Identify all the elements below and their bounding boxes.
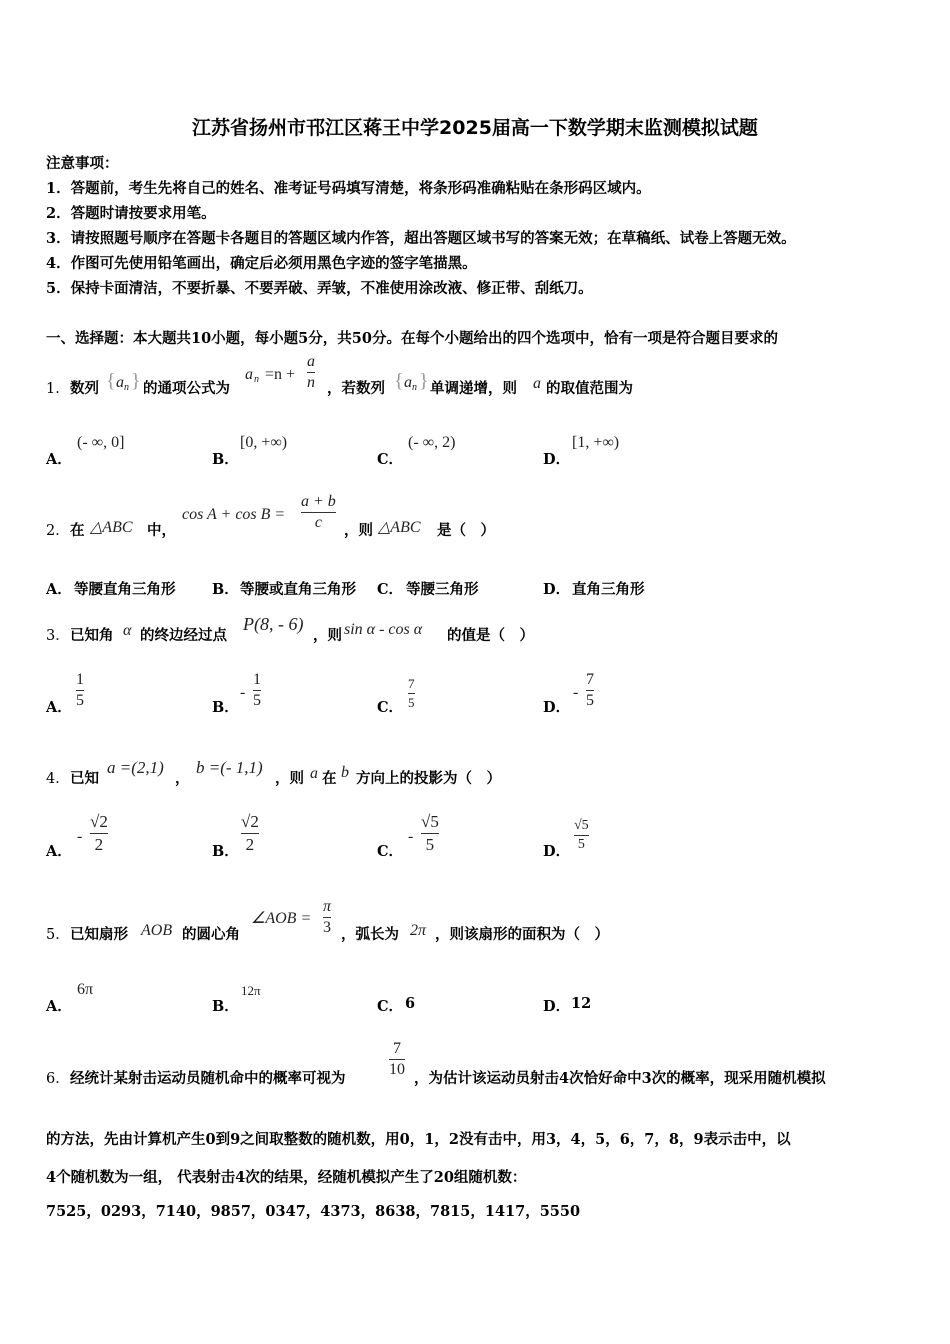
fraction-denominator: 5	[408, 695, 415, 710]
angle-aob: ∠AOB =	[251, 910, 312, 927]
formula-fraction	[307, 353, 315, 392]
question-text: 数列	[70, 380, 99, 397]
fraction-denominator: 5	[577, 837, 585, 852]
fraction-numerator: 1	[253, 671, 261, 688]
sequence-subscript: n	[124, 382, 129, 393]
question-text: 单调递增，则	[430, 380, 517, 397]
option-c-sign: -	[408, 828, 414, 845]
fraction-denominator: 5	[425, 835, 435, 854]
question-text: ，则	[344, 522, 373, 539]
fraction-denominator: 5	[586, 692, 594, 709]
option-b-value	[253, 671, 261, 710]
option-d-label: D．	[543, 843, 571, 860]
equation-lhs: cos A + cos B =	[182, 506, 286, 523]
question-text: 已知扇形	[70, 926, 128, 943]
option-b-value: 12π	[241, 983, 261, 998]
variable-a: a	[533, 375, 541, 392]
option-c-label: C．	[377, 581, 404, 598]
triangle-abc: △ABC	[90, 519, 133, 536]
option-b-sign: -	[240, 684, 246, 701]
vector-a: a =(2,1)	[107, 758, 164, 777]
option-b-value: 等腰或直角三角形	[240, 581, 356, 598]
option-d-value	[574, 818, 589, 853]
option-c-value: 等腰三角形	[406, 581, 479, 598]
option-a-value: 等腰直角三角形	[74, 581, 176, 598]
question-text: 的值是（ ）	[447, 627, 534, 644]
option-a-label: A．	[46, 699, 72, 716]
fraction-denominator: 2	[245, 835, 255, 854]
option-c-value	[408, 676, 415, 711]
fraction-numerator: a	[307, 353, 315, 370]
brace-right: }	[131, 370, 141, 392]
question-number: 3．	[46, 628, 70, 644]
page-title: 江苏省扬州市邗江区蒋王中学2025届高一下数学期末监测模拟试题	[192, 117, 758, 139]
section-heading: 一、选择题：本大题共10小题，每小题5分，共50分。在每个小题给出的四个选项中，恰有一项是符合题目要求的	[46, 330, 778, 347]
sin-minus-cos: sin α - cos α	[344, 621, 423, 638]
sequence-symbol: a	[116, 374, 124, 391]
option-d-label: D．	[543, 699, 571, 716]
fraction-numerator: a + b	[301, 493, 336, 510]
question-text: 的终边经过点	[140, 627, 227, 644]
option-a-label: A．	[46, 998, 72, 1015]
notice-heading: 注意事项：	[46, 155, 119, 172]
option-d-value: 直角三角形	[572, 581, 645, 598]
brace-right: }	[419, 370, 429, 392]
question-text: 已知	[70, 770, 99, 787]
alpha-symbol: α	[123, 622, 132, 639]
option-c-value: 6	[405, 995, 416, 1012]
option-b-label: B．	[212, 451, 239, 468]
option-b-label: B．	[212, 998, 239, 1015]
question-text: 方向上的投影为（ ）	[356, 770, 501, 787]
option-a-value: 6π	[77, 981, 94, 998]
question-number: 1．	[46, 381, 70, 397]
notice-item-1: 1．答题前，考生先将自己的姓名、准考证号码填写清楚，将条形码准确粘贴在条形码区域内。	[46, 180, 651, 197]
fraction-denominator: c	[314, 514, 322, 531]
question-text: ，弧长为	[341, 926, 399, 943]
option-a-value: (- ∞, 0]	[77, 434, 125, 451]
option-c-value	[421, 812, 439, 855]
notice-item-5: 5．保持卡面清洁，不要折暴、不要弄破、弄皱，不准使用涂改液、修正带、刮纸刀。	[46, 280, 593, 297]
fraction-numerator: √2	[90, 812, 108, 831]
notice-item-4: 4．作图可先使用铅笔画出，确定后必须用黑色字迹的签字笔描黑。	[46, 255, 477, 272]
question-text: ，则	[275, 770, 304, 787]
sequence-subscript: n	[412, 382, 417, 393]
question-text-line-3: 4个随机数为一组， 代表射击4次的结果，经随机模拟产生了20组随机数：	[46, 1169, 527, 1186]
fraction-numerator: √5	[574, 818, 589, 833]
option-d-value	[586, 671, 594, 710]
question-text: ，若数列	[327, 380, 385, 397]
triangle-abc: △ABC	[378, 519, 421, 536]
option-a-label: A．	[46, 451, 72, 468]
question-text-line-2: 的方法，先由计算机产生0到9之间取整数的随机数，用0，1，2没有击中，用3，4，5，6，7，8，9表示击中，以	[46, 1131, 791, 1148]
fraction-numerator: 7	[408, 676, 415, 691]
option-d-label: D．	[543, 451, 571, 468]
option-c-label: C．	[377, 451, 404, 468]
variable-a: a	[310, 765, 318, 782]
fraction-numerator: 1	[76, 671, 84, 688]
brace-left: {	[106, 370, 116, 392]
formula-subscript: n	[254, 374, 259, 385]
equation-fraction	[301, 493, 336, 532]
option-d-value: [1, +∞)	[572, 434, 620, 451]
fraction-numerator: √5	[421, 812, 439, 831]
notice-item-3: 3．请按照题号顺序在答题卡各题目的答题区域内作答，超出答题区域书写的答案无效；在草稿纸、试卷上答题无效。	[46, 230, 796, 247]
formula-mid: =n +	[265, 366, 296, 383]
question-text: ，则	[313, 627, 342, 644]
vector-b: b =(- 1,1)	[196, 758, 263, 777]
fraction-denominator: 5	[76, 692, 84, 709]
question-text: 是（ ）	[437, 522, 495, 539]
option-b-label: B．	[212, 843, 239, 860]
fraction-denominator: 5	[253, 692, 261, 709]
option-a-sign: -	[77, 828, 83, 845]
question-number: 2．	[46, 523, 70, 539]
option-d-label: D．	[543, 581, 571, 598]
question-text: 的通项公式为	[143, 380, 230, 397]
fraction-numerator: 7	[586, 671, 594, 688]
point-p: P(8, - 6)	[243, 614, 304, 634]
question-number: 4．	[46, 771, 70, 787]
option-c-label: C．	[377, 843, 404, 860]
question-text: ，	[175, 770, 190, 787]
question-text: ，为估计该运动员射击4次恰好命中3次的概率，现采用随机模拟	[414, 1070, 826, 1087]
fraction-numerator: √2	[241, 812, 259, 831]
question-number: 6．	[46, 1071, 70, 1087]
option-b-value	[241, 812, 259, 855]
arc-length: 2π	[410, 922, 427, 939]
option-a-label: A．	[46, 581, 72, 598]
angle-fraction	[323, 898, 331, 937]
fraction-denominator: 10	[389, 1061, 405, 1078]
question-text: ，则该扇形的面积为（ ）	[435, 926, 609, 943]
fraction-numerator: π	[323, 898, 332, 915]
variable-b: b	[341, 764, 349, 781]
probability-fraction	[389, 1040, 405, 1079]
notice-item-2: 2．答题时请按要求用笔。	[46, 205, 216, 222]
fraction-denominator: 3	[323, 919, 331, 936]
brace-left: {	[394, 370, 404, 392]
question-text: 已知角	[70, 627, 114, 644]
question-number: 5．	[46, 927, 70, 943]
option-c-label: C．	[377, 998, 404, 1015]
option-b-label: B．	[212, 699, 239, 716]
formula-lhs: a	[245, 366, 253, 383]
question-text: 经统计某射击运动员随机命中的概率可视为	[70, 1070, 346, 1087]
fraction-denominator: n	[307, 374, 315, 391]
option-a-value	[76, 671, 84, 710]
option-b-value: [0, +∞)	[240, 434, 288, 451]
option-c-label: C．	[377, 699, 404, 716]
option-b-label: B．	[212, 581, 239, 598]
option-d-label: D．	[543, 998, 571, 1015]
option-d-value: 12	[571, 995, 592, 1012]
random-numbers: 7525，0293，7140，9857，0347，4373，8638，7815，1417，5550	[46, 1203, 581, 1220]
sector-aob: AOB	[141, 922, 173, 939]
option-a-value	[90, 812, 108, 855]
question-text: 中，	[147, 522, 176, 539]
sequence-symbol: a	[404, 374, 412, 391]
option-d-sign: -	[573, 684, 579, 701]
question-text: 在	[70, 522, 85, 539]
question-text: 的取值范围为	[546, 380, 633, 397]
option-a-label: A．	[46, 843, 72, 860]
option-c-value: (- ∞, 2)	[408, 434, 456, 451]
question-text: 在	[322, 770, 337, 787]
question-text: 的圆心角	[182, 926, 240, 943]
fraction-numerator: 7	[393, 1040, 401, 1057]
fraction-denominator: 2	[94, 835, 104, 854]
